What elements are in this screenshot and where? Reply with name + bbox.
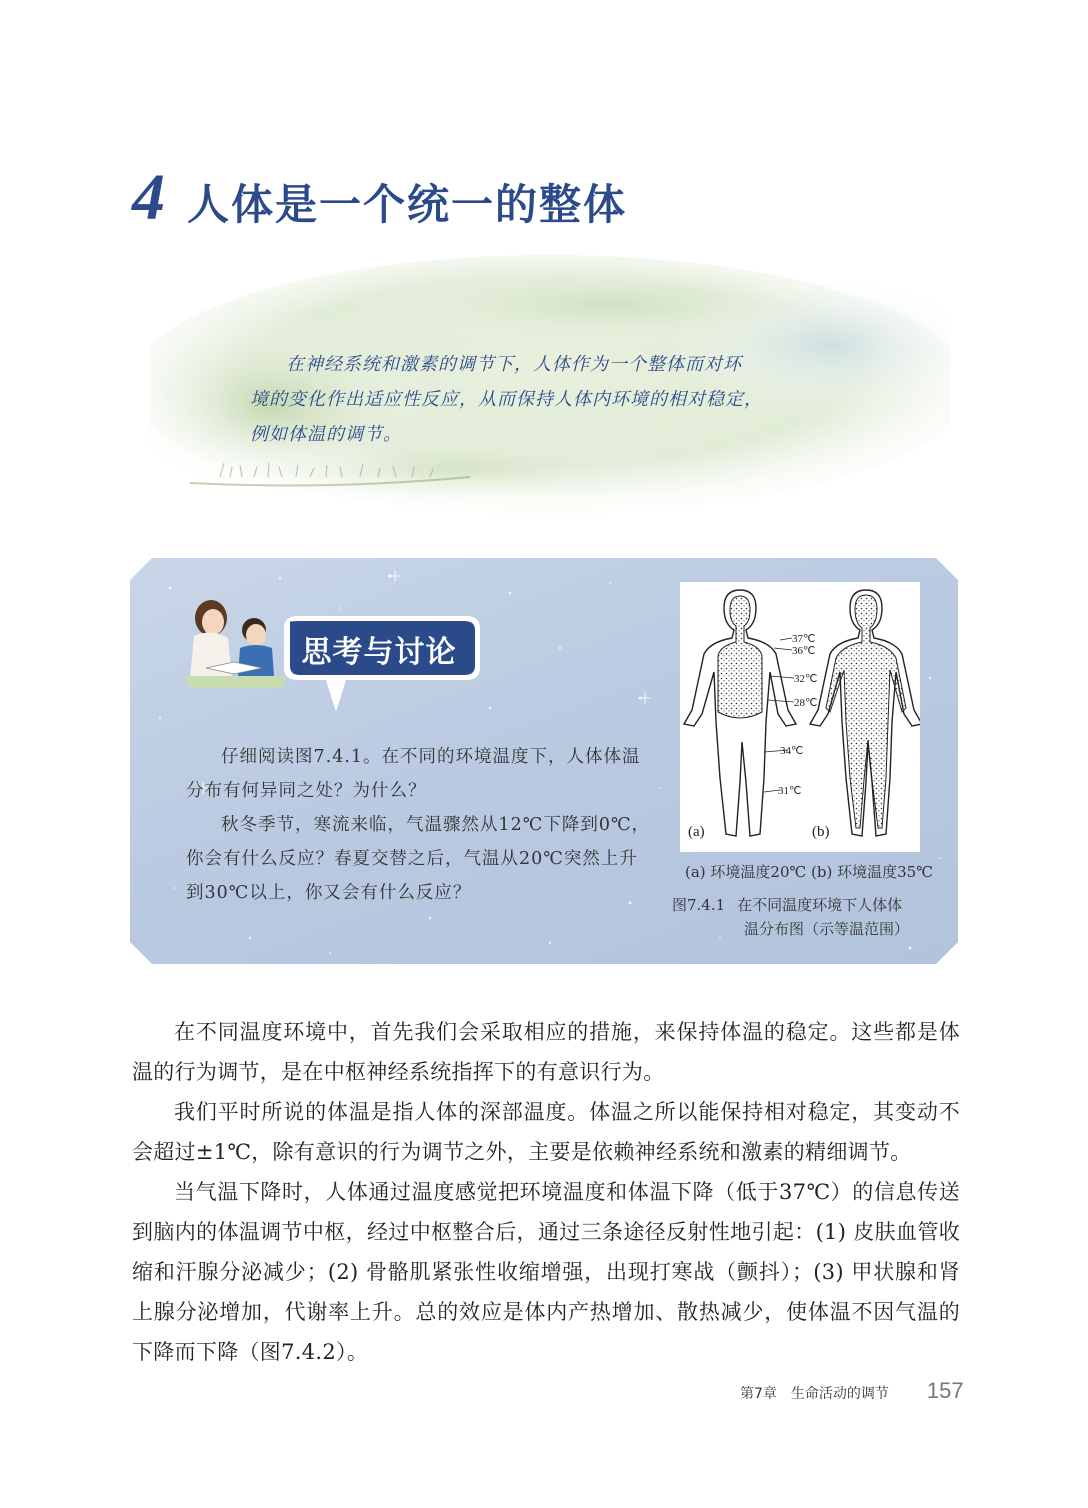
page-number: 157 — [926, 1378, 964, 1403]
intro-line: 在神经系统和激素的调节下，人体作为一个整体而对环 — [286, 354, 742, 375]
isotherm-label: 34℃ — [780, 745, 804, 757]
isotherm-label: 28℃ — [794, 697, 818, 709]
body-paragraph: 当气温下降时，人体通过温度感觉把环境温度和体温下降（低于37℃）的信息传送到脑内的体温调节中枢，经过中枢整合后，通过三条途径反射性地引起：(1) 皮肤血管收缩和汗腺分泌减少；(2) 骨骼肌紧张性收缩增强，出现打寒战（颤抖）；(3) 甲状腺和肾上腺分泌增加，代谢率上升。总的效应是体内产热增加、散热减少，使体温不因气温的下降而下降（图7.4.2）。 — [132, 1180, 960, 1364]
figure-caption — [672, 893, 952, 941]
figure-label: 图7.4.1 — [672, 896, 726, 914]
panel-a-label: (a) — [688, 824, 705, 840]
figure-caption-line: 在不同温度环境下人体体 — [737, 896, 903, 914]
body-temperature-figure — [680, 582, 920, 852]
discussion-paragraph: 仔细阅读图7.4.1。在不同的环境温度下，人体体温分布有何异同之处？为什么？ — [186, 747, 641, 801]
figure-conditions: (a) 环境温度20℃ (b) 环境温度35℃ — [685, 863, 933, 881]
intro-line: 例如体温的调节。 — [250, 424, 402, 445]
body-paragraph: 我们平时所说的体温是指人体的深部温度。体温之所以能保持相对稳定，其变动不会超过±1℃，除有意识的行为调节之外，主要是依赖神经系统和激素的精细调节。 — [132, 1100, 960, 1164]
intro-text — [250, 347, 850, 452]
chapter-name: 第7章 生命活动的调节 — [740, 1386, 889, 1402]
isotherm-label: 32℃ — [794, 673, 818, 685]
body-text — [132, 1012, 960, 1372]
discussion-paragraph: 秋冬季节，寒流来临，气温骤然从12℃下降到0℃，你会有什么反应？春夏交替之后，气温从20℃突然上升到30℃以上，你又会有什么反应？ — [186, 815, 651, 903]
isotherm-diagram — [680, 582, 920, 852]
body-paragraph: 在不同温度环境中，首先我们会采取相应的措施，来保持体温的稳定。这些都是体温的行为调节，是在中枢神经系统指挥下的有意识行为。 — [132, 1020, 960, 1084]
isotherm-label: 37℃ — [792, 633, 816, 645]
badge-label: 思考与讨论 — [301, 635, 457, 670]
isotherm-label: 36℃ — [792, 645, 816, 657]
intro-line: 境的变化作出适应性反应，从而保持人体内环境的相对稳定， — [250, 389, 763, 410]
panel-b-label: (b) — [812, 824, 830, 840]
chapter-title — [132, 160, 627, 240]
discussion-text — [186, 740, 656, 910]
figure-caption-line: 温分布图（示等温范围） — [744, 920, 910, 938]
page-footer — [740, 1378, 1000, 1408]
section-title: 人体是一个统一的整体 — [187, 180, 628, 229]
isotherm-label: 31℃ — [778, 785, 802, 797]
discussion-badge — [186, 588, 486, 718]
intro-box — [150, 255, 950, 515]
section-number: 4 — [132, 161, 165, 234]
